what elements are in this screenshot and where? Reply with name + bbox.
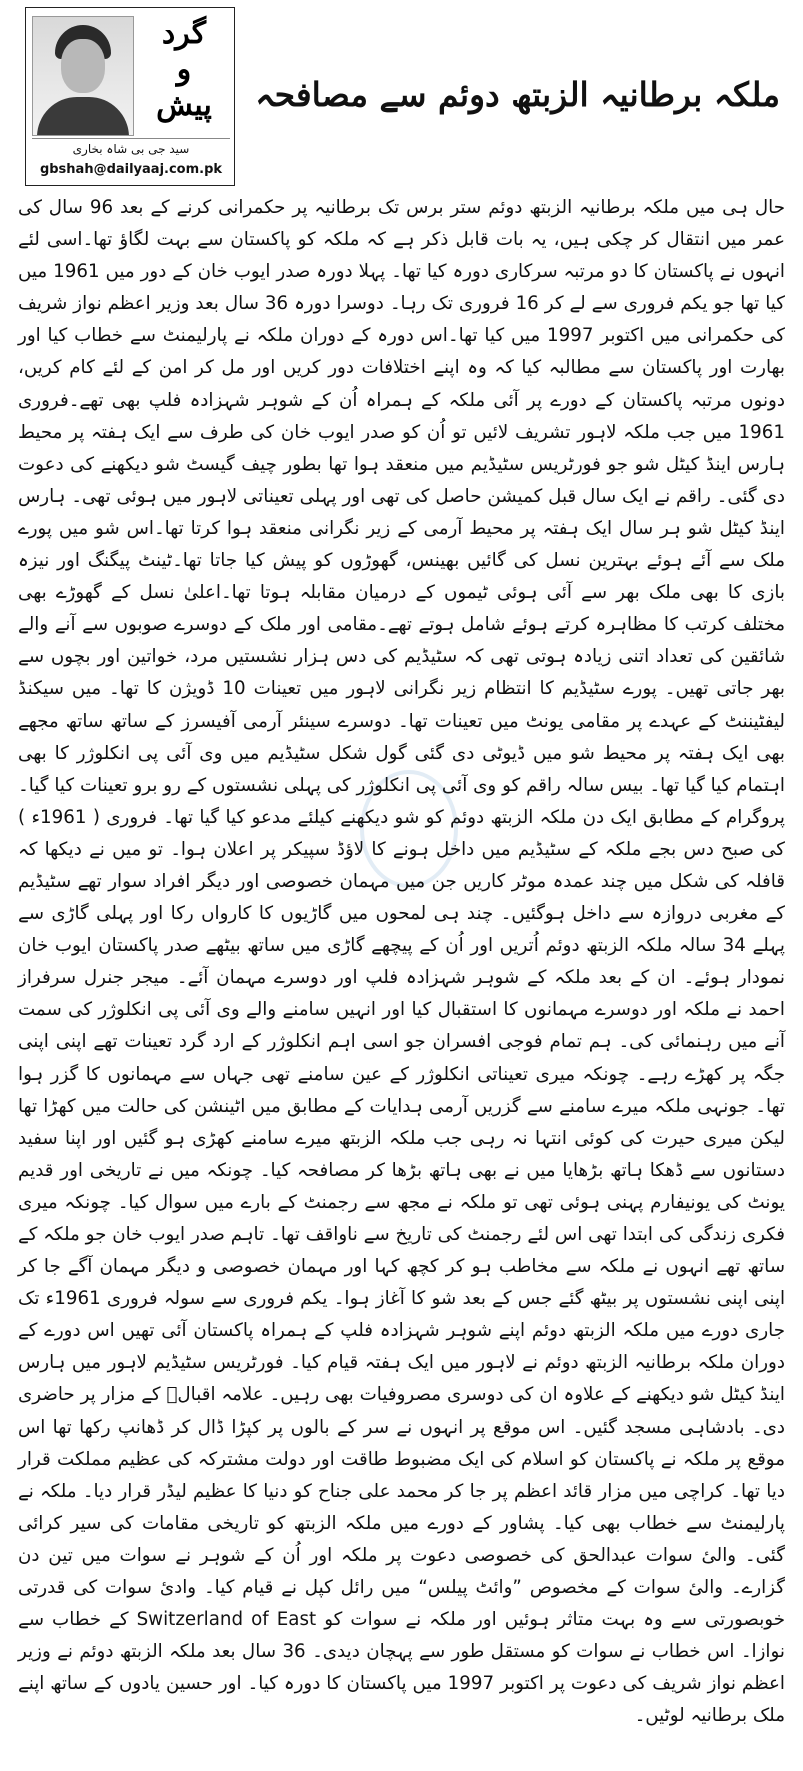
article-paragraph: حال ہی میں ملکہ برطانیہ الزبتھ دوئم ستر برس تک برطانیہ پر حکمرانی کرنے کے بعد 96 سال کی عمر میں انتقال کر چکی ہیں، یہ بات قابل ذکر ہے کہ ملکہ کو پاکستان سے بہت لگاؤ تھا۔اسی لئے انہوں نے پاکستان کا دو مرتبہ سرکاری دورہ کیا تھا۔ پہلا دورہ صدر ایوب خان کے دور میں 1961 میں کیا تھا جو یکم فروری سے لے کر 16 فروری تک رہا۔ دوسرا دورہ 36 سال بعد وزیر اعظم نواز شریف کی حکمرانی میں اکتوبر 1997 میں کیا تھا۔اس دورہ کے دوران ملکہ نے پارلیمنٹ سے خطاب کیا اور بھارت اور پاکستان سے مطالبہ کیا کہ وہ اپنے اختلافات دور کریں اور مل کر امن کے لئے کام کریں، دونوں مرتبہ پاکستان کے دورے پر آئی ملکہ کے ہمراہ اُن کے شوہر شہزادہ فلپ بھی تھے۔فروری 1961 میں جب ملکہ لاہور تشریف لائیں تو اُن کو صدر ایوب خان کی طرف سے ایک ہفتہ پر محیط ہارس اینڈ کیٹل شو جو فورٹریس سٹیڈیم میں منعقد ہوا تھا بطور چیف گیسٹ شو دیکھنے کی دعوت دی گئی۔ راقم نے ایک سال قبل کمیشن حاصل کی تھی اور پہلی تعیناتی لاہور میں ہوئی تھی۔ ہارس اینڈ کیٹل شو ہر سال ایک ہفتہ پر محیط آرمی کے زیر نگرانی منعقد ہوا کرتا تھا۔اس شو میں پورے ملک سے آئے ہوئے بہترین نسل کی گائیں بھینس، گھوڑوں کو پیش کیا جاتا تھا۔ٹینٹ پیگنگ اور نیزہ بازی کا بھی ملک بھر سے آئی ہوئی ٹیموں کے درمیان مقابلہ ہوتا تھا۔اعلیٰ نسل کے گھوڑے بھی مختلف کرتب کا مظاہرہ کرتے ہوئے شامل ہوتے تھے۔مقامی اور ملک کے دوسرے صوبوں سے آنے والے شائقین کی تعداد اتنی زیادہ ہوتی تھی کہ سٹیڈیم کی دس ہزار نشستیں مرد، خواتین اور بچوں سے بھر جاتی تھیں۔ پورے سٹیڈیم کا انتظام زیر نگرانی لاہور میں تعینات 10 ڈویژن کا تھا۔ میں سیکنڈ لیفٹیننٹ کے عہدے پر مقامی یونٹ میں تعینات تھا۔ دوسرے سینئر آرمی آفیسرز کے ساتھ ساتھ مجھے بھی ایک ہفتہ پر محیط شو میں ڈیوٹی دی گئی گول شکل سٹیڈیم میں وی آئی پی انکلوژر کا بھی اہتمام کیا گیا تھا۔ بیس سالہ راقم کو وی آئی پی انکلوژر کی پہلی نشستوں کے رو برو تعینات کیا گیا۔ پروگرام کے مطابق ایک دن ملکہ الزبتھ دوئم کو شو دیکھنے کیلئے مدعو کیا گیا تھا۔ فروری ( 1961ء ) کی صبح دس بجے ملکہ کے سٹیڈیم میں داخل ہونے کا لاؤڈ سپیکر پر اعلان ہوا۔ تو میں نے دیکھا کہ قافلہ کی شکل میں چند عمدہ موٹر کاریں جن میں مہمان خصوصی اور دیگر افراد سوار تھے سٹیڈیم کے مغربی دروازہ سے داخل ہوگئیں۔ چند ہی لمحوں میں گاڑیوں کا کارواں رکا اور پہلی گاڑی سے پہلے 34 سالہ ملکہ الزبتھ دوئم اُتریں اور اُن کے پیچھے گاڑی میں ساتھ بیٹھے صدر پاکستان ایوب خان نمودار ہوئے۔ ان کے بعد ملکہ کے شوہر شہزادہ فلپ اور دوسرے مہمان آئے۔ میجر جنرل سرفراز احمد نے ملکہ اور دوسرے مہمانوں کا استقبال کیا اور انہیں سامنے والے وی آئی پی انکلوژر کی سمت آنے میں رہنمائی کی۔ ہم تمام فوجی افسران جو اسی اہم انکلوژر کے ارد گرد تعینات تھے اپنی اپنی جگہ پر کھڑے رہے۔ چونکہ میری تعیناتی انکلوژر کے عین سامنے تھی جہاں سے مہمانوں کا گزر ہوا تھا۔ جونہی ملکہ میرے سامنے سے گزریں آرمی ہدایات کے مطابق میں اٹینشن کی حالت میں کھڑا تھا لیکن میری حیرت کی کوئی انتہا نہ رہی جب ملکہ الزبتھ میرے سامنے کھڑی ہو گئیں اور اپنا سفید دستانوں سے ڈھکا ہاتھ بڑھایا میں نے بھی ہاتھ بڑھا کر مصافحہ کیا۔ چونکہ میں نے تاریخی اور قدیم یونٹ کی یونیفارم پہنی ہوئی تھی تو ملکہ نے مجھ سے رجمنٹ کے بارے میں سوال کیا۔ چونکہ میری فکری زندگی کی ابتدا تھی اس لئے رجمنٹ کی تاریخ سے ناواقف تھا۔ تاہم صدر ایوب خان جو ملکہ کے ساتھ تھے انہوں نے ملکہ سے مخاطب ہو کر کچھ کہا اور مہمان خصوصی و دیگر مہمان آگے جا کر اپنی اپنی نشستوں پر بیٹھ گئے جس کے بعد شو کا آغاز ہوا۔ یکم فروری سے سولہ فروری 1961ء تک جاری دورے میں ملکہ الزبتھ دوئم اپنے شوہر شہزادہ فلپ کے ہمراہ پاکستان آئی تھیں اس دورے کے دوران ملکہ برطانیہ الزبتھ دوئم نے لاہور میں ایک ہفتہ قیام کیا۔ فورٹریس سٹیڈیم لاہور میں ہارس اینڈ کیٹل شو دیکھنے کے علاوہ ان کی دوسری مصروفیات بھی رہیں۔ علامہ اقبالؒ کے مزار پر حاضری دی۔ بادشاہی مسجد گئیں۔ اس موقع پر انہوں نے سر کے بالوں پر کپڑا ڈال کر ڈھانپ رکھا تھا اس موقع پر ملکہ نے پاکستان کو اسلام کی ایک مضبوط طاقت اور دولت مشترکہ کی عظیم مملکت قرار دیا تھا۔ کراچی میں مزار قائد اعظم پر جا کر محمد علی جناح کو دنیا کا عظیم لیڈر قرار دیا۔ ملکہ نے پارلیمنٹ سے خطاب بھی کیا۔ پشاور کے دورے میں ملکہ الزبتھ کو تاریخی مقامات کی سیر کرائی گئی۔ والیٔ سوات عبدالحق کی خصوصی دعوت پر ملکہ اور اُن کے شوہر نے سوات میں تین دن گزارے۔ والیٔ سوات کے مخصوص ”وائٹ پیلس“ میں رائل کپل نے قیام کیا۔ وادیٔ سوات کی قدرتی خوبصورتی سے وہ بہت متاثر ہوئیں اور ملکہ نے سوات کو Switzerland of East کے خطاب سے نوازا۔ اس خطاب نے سوات کو مستقل طور سے پہچان دیدی۔ 36 سال بعد ملکہ الزبتھ دوئم نے وزیر اعظم نواز شریف کی دعوت پر اکتوبر 1997 میں پاکستان کا دورہ کیا۔ اور حسین یادوں کے ساتھ اپنے ملک برطانیہ لوٹیں۔ [18,197,786,1727]
column-title-line2: و [176,52,192,87]
column-title [138,16,230,134]
article-header [0,0,803,190]
column-title-line3: پیش [156,88,212,123]
author-name: سید جی بی شاہ بخاری [32,138,230,159]
column-masthead [25,7,235,186]
article-body [18,192,785,1733]
article-headline: ملکہ برطانیہ الزبتھ دوئم سے مصافحہ [255,75,780,114]
author-photo [32,16,134,136]
author-email: gbshah@dailyaaj.com.pk [39,162,223,177]
column-title-line1: گرد [161,16,207,51]
